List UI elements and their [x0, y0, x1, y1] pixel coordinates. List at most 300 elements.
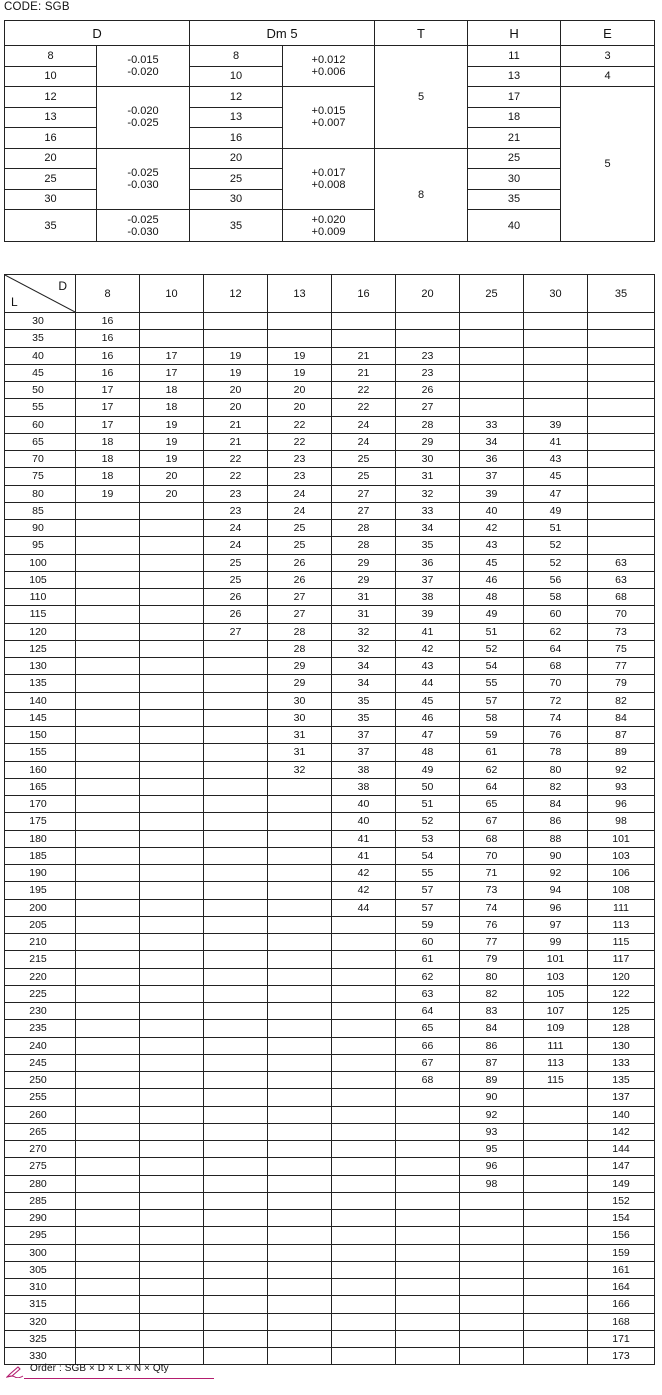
row-length-label: 170: [5, 796, 76, 813]
table-cell: [268, 1244, 332, 1261]
table-cell: 32: [332, 623, 396, 640]
table-cell: [396, 1192, 460, 1209]
table-cell: [140, 1210, 204, 1227]
table-row: [5, 934, 655, 951]
row-length-label: 40: [5, 347, 76, 364]
table-cell: 82: [524, 778, 588, 795]
spec-d-tol: -0.025 -0.030: [97, 148, 190, 210]
table-cell: [268, 951, 332, 968]
table-cell: [268, 796, 332, 813]
table-cell: 87: [588, 727, 655, 744]
table-cell: [524, 1141, 588, 1158]
table-row: [5, 658, 655, 675]
table-row: [5, 1037, 655, 1054]
table-cell: [588, 485, 655, 502]
table-cell: 42: [332, 882, 396, 899]
spec-header-t: T: [375, 21, 468, 46]
table-cell: [140, 709, 204, 726]
table-cell: [204, 330, 268, 347]
table-cell: [460, 1313, 524, 1330]
table-cell: [332, 1089, 396, 1106]
table-row: [5, 1261, 655, 1278]
table-cell: [76, 589, 140, 606]
table-cell: 84: [524, 796, 588, 813]
table-cell: 29: [332, 554, 396, 571]
table-cell: 39: [460, 485, 524, 502]
table-cell: 77: [588, 658, 655, 675]
column-header-d: 13: [268, 275, 332, 313]
spec-h: 18: [468, 107, 561, 128]
table-cell: [204, 744, 268, 761]
table-cell: [76, 968, 140, 985]
table-cell: [140, 692, 204, 709]
table-row: [5, 347, 655, 364]
spec-dm5: 8: [190, 46, 283, 67]
table-cell: [396, 1141, 460, 1158]
table-cell: [332, 1244, 396, 1261]
table-cell: 50: [396, 778, 460, 795]
spec-dm5: 30: [190, 189, 283, 210]
table-cell: [140, 916, 204, 933]
order-note: [6, 1362, 216, 1382]
table-cell: 55: [396, 865, 460, 882]
table-row: [5, 709, 655, 726]
table-cell: [204, 847, 268, 864]
row-length-label: 185: [5, 847, 76, 864]
table-cell: [76, 554, 140, 571]
row-length-label: 125: [5, 640, 76, 657]
table-cell: 40: [332, 813, 396, 830]
row-length-label: 225: [5, 985, 76, 1002]
table-cell: 36: [460, 451, 524, 468]
row-length-label: 195: [5, 882, 76, 899]
table-cell: [76, 537, 140, 554]
table-cell: [204, 1003, 268, 1020]
table-cell: 55: [460, 675, 524, 692]
row-length-label: 315: [5, 1296, 76, 1313]
table-row: [5, 813, 655, 830]
table-cell: 68: [460, 830, 524, 847]
table-cell: 44: [396, 675, 460, 692]
table-cell: 41: [332, 847, 396, 864]
table-cell: [76, 1089, 140, 1106]
table-cell: [460, 382, 524, 399]
table-cell: 42: [460, 520, 524, 537]
table-row: [5, 468, 655, 485]
table-cell: [460, 330, 524, 347]
table-row: [5, 520, 655, 537]
table-cell: [268, 865, 332, 882]
table-cell: [588, 451, 655, 468]
table-cell: [460, 364, 524, 381]
table-cell: 68: [524, 658, 588, 675]
table-cell: 60: [396, 934, 460, 951]
table-row: [5, 1192, 655, 1209]
table-cell: [140, 1279, 204, 1296]
table-cell: [396, 330, 460, 347]
spec-dm5: 16: [190, 128, 283, 149]
table-cell: [524, 1123, 588, 1140]
table-cell: 87: [460, 1054, 524, 1071]
table-cell: [396, 1089, 460, 1106]
spec-dm5: 10: [190, 66, 283, 87]
spec-e: 3: [561, 46, 655, 67]
spec-h: 35: [468, 189, 561, 210]
table-cell: 16: [76, 330, 140, 347]
table-cell: [76, 640, 140, 657]
table-cell: 103: [588, 847, 655, 864]
row-length-label: 115: [5, 606, 76, 623]
table-cell: [140, 1106, 204, 1123]
row-length-label: 120: [5, 623, 76, 640]
row-length-label: 250: [5, 1072, 76, 1089]
table-cell: 74: [524, 709, 588, 726]
table-cell: [332, 1313, 396, 1330]
table-cell: 26: [204, 606, 268, 623]
table-cell: 156: [588, 1227, 655, 1244]
table-cell: 19: [204, 364, 268, 381]
table-cell: 29: [268, 675, 332, 692]
table-cell: [140, 1261, 204, 1278]
table-cell: 31: [268, 744, 332, 761]
table-cell: [76, 502, 140, 519]
table-cell: [524, 1296, 588, 1313]
table-row: [5, 916, 655, 933]
table-cell: [524, 1192, 588, 1209]
table-cell: [332, 1158, 396, 1175]
table-cell: 42: [396, 640, 460, 657]
table-cell: 70: [460, 847, 524, 864]
table-row: [5, 433, 655, 450]
table-cell: [268, 1261, 332, 1278]
table-cell: [204, 1072, 268, 1089]
table-cell: 57: [460, 692, 524, 709]
spec-dm5: 13: [190, 107, 283, 128]
table-cell: 64: [524, 640, 588, 657]
table-cell: [140, 830, 204, 847]
table-cell: 17: [140, 364, 204, 381]
table-cell: [332, 951, 396, 968]
table-cell: 135: [588, 1072, 655, 1089]
table-cell: [76, 571, 140, 588]
table-cell: 28: [396, 416, 460, 433]
row-length-label: 260: [5, 1106, 76, 1123]
table-cell: [140, 1072, 204, 1089]
row-length-label: 325: [5, 1330, 76, 1347]
table-cell: 34: [460, 433, 524, 450]
table-cell: 63: [588, 554, 655, 571]
column-header-d: 16: [332, 275, 396, 313]
table-cell: [76, 882, 140, 899]
table-cell: 82: [588, 692, 655, 709]
table-cell: 45: [524, 468, 588, 485]
table-cell: 19: [140, 433, 204, 450]
table-cell: [332, 313, 396, 330]
row-length-label: 180: [5, 830, 76, 847]
table-row: [5, 1089, 655, 1106]
table-row: [5, 744, 655, 761]
row-length-label: 65: [5, 433, 76, 450]
table-cell: 72: [524, 692, 588, 709]
table-cell: [396, 1296, 460, 1313]
table-cell: [76, 658, 140, 675]
table-row: [5, 1227, 655, 1244]
table-cell: [204, 1054, 268, 1071]
table-cell: 19: [204, 347, 268, 364]
table-cell: [76, 1192, 140, 1209]
corner-l-label: L: [11, 295, 18, 309]
table-row: [5, 1054, 655, 1071]
table-cell: 96: [524, 899, 588, 916]
table-cell: [524, 364, 588, 381]
spec-dm5-tol: +0.020 +0.009: [283, 210, 375, 242]
table-cell: 24: [204, 537, 268, 554]
table-cell: 37: [396, 571, 460, 588]
table-cell: [76, 692, 140, 709]
table-cell: 88: [524, 830, 588, 847]
row-length-label: 150: [5, 727, 76, 744]
table-cell: 64: [396, 1003, 460, 1020]
table-cell: [140, 934, 204, 951]
table-cell: [588, 520, 655, 537]
table-cell: 147: [588, 1158, 655, 1175]
table-cell: [396, 1348, 460, 1365]
table-cell: 44: [332, 899, 396, 916]
table-cell: [588, 433, 655, 450]
row-length-label: 110: [5, 589, 76, 606]
table-row: [5, 1279, 655, 1296]
table-cell: 17: [76, 416, 140, 433]
row-length-label: 130: [5, 658, 76, 675]
table-cell: [140, 589, 204, 606]
table-cell: 37: [332, 727, 396, 744]
table-cell: [76, 1003, 140, 1020]
table-cell: [204, 1089, 268, 1106]
table-row: [5, 571, 655, 588]
column-header-d: 35: [588, 275, 655, 313]
length-table: [4, 274, 655, 1365]
row-length-label: 45: [5, 364, 76, 381]
table-cell: [204, 1037, 268, 1054]
table-cell: 23: [396, 364, 460, 381]
table-cell: [140, 1054, 204, 1071]
table-cell: [140, 675, 204, 692]
table-cell: 31: [396, 468, 460, 485]
table-cell: [76, 744, 140, 761]
table-cell: [332, 1072, 396, 1089]
table-cell: 39: [524, 416, 588, 433]
table-cell: 159: [588, 1244, 655, 1261]
table-cell: 30: [396, 451, 460, 468]
spec-header-h: H: [468, 21, 561, 46]
table-cell: [76, 1313, 140, 1330]
table-cell: 17: [140, 347, 204, 364]
spec-h: 11: [468, 46, 561, 67]
spec-e: 4: [561, 66, 655, 87]
table-cell: [76, 1210, 140, 1227]
table-cell: [524, 1330, 588, 1347]
table-cell: 38: [396, 589, 460, 606]
table-cell: [460, 1227, 524, 1244]
table-cell: [140, 968, 204, 985]
spec-h: 30: [468, 169, 561, 190]
table-cell: 41: [396, 623, 460, 640]
table-cell: 92: [524, 865, 588, 882]
table-cell: [396, 1244, 460, 1261]
table-cell: [524, 1261, 588, 1278]
table-cell: [76, 1106, 140, 1123]
table-cell: 54: [396, 847, 460, 864]
table-cell: [76, 830, 140, 847]
row-length-label: 270: [5, 1141, 76, 1158]
table-cell: [204, 1227, 268, 1244]
table-row: [5, 968, 655, 985]
table-cell: [396, 1175, 460, 1192]
table-row: [5, 623, 655, 640]
table-row: [5, 1020, 655, 1037]
table-row: [5, 882, 655, 899]
table-cell: 49: [396, 761, 460, 778]
table-cell: 23: [268, 468, 332, 485]
table-cell: [396, 1330, 460, 1347]
table-cell: 65: [396, 1020, 460, 1037]
table-cell: [76, 778, 140, 795]
table-cell: 58: [460, 709, 524, 726]
table-cell: [76, 951, 140, 968]
table-cell: [140, 813, 204, 830]
table-cell: [76, 1261, 140, 1278]
table-row: [5, 778, 655, 795]
table-cell: 37: [332, 744, 396, 761]
table-cell: 173: [588, 1348, 655, 1365]
table-row: [5, 1158, 655, 1175]
table-cell: 19: [268, 347, 332, 364]
table-cell: 25: [268, 520, 332, 537]
table-cell: 75: [588, 640, 655, 657]
table-cell: [332, 934, 396, 951]
table-cell: [332, 1261, 396, 1278]
table-cell: [268, 1192, 332, 1209]
table-row: [5, 606, 655, 623]
table-cell: [76, 761, 140, 778]
table-cell: [588, 364, 655, 381]
spec-d: 30: [5, 189, 97, 210]
table-cell: [204, 882, 268, 899]
table-cell: [268, 813, 332, 830]
table-row: [5, 364, 655, 381]
table-cell: 98: [588, 813, 655, 830]
table-cell: 51: [396, 796, 460, 813]
table-row: [5, 313, 655, 330]
table-row: [5, 1210, 655, 1227]
table-cell: [76, 1330, 140, 1347]
table-cell: 19: [268, 364, 332, 381]
table-cell: 101: [588, 830, 655, 847]
table-cell: 43: [460, 537, 524, 554]
table-cell: [268, 1123, 332, 1140]
table-cell: 52: [524, 537, 588, 554]
table-cell: 47: [396, 727, 460, 744]
table-cell: 20: [204, 382, 268, 399]
row-length-label: 220: [5, 968, 76, 985]
table-row: [5, 692, 655, 709]
table-cell: [268, 847, 332, 864]
table-cell: [204, 658, 268, 675]
table-cell: [332, 1123, 396, 1140]
table-cell: [268, 899, 332, 916]
table-cell: [332, 330, 396, 347]
table-cell: [204, 692, 268, 709]
table-cell: 57: [396, 899, 460, 916]
spec-header-d: D: [5, 21, 190, 46]
table-cell: 166: [588, 1296, 655, 1313]
table-cell: [204, 1123, 268, 1140]
column-header-d: 25: [460, 275, 524, 313]
table-cell: 26: [268, 554, 332, 571]
table-cell: 19: [76, 485, 140, 502]
table-cell: [588, 468, 655, 485]
spec-d: 25: [5, 169, 97, 190]
table-cell: [140, 985, 204, 1002]
table-cell: 71: [460, 865, 524, 882]
table-cell: [268, 1330, 332, 1347]
spec-d: 12: [5, 87, 97, 108]
table-cell: 23: [204, 485, 268, 502]
table-cell: 22: [204, 468, 268, 485]
table-cell: 36: [396, 554, 460, 571]
table-cell: 18: [140, 399, 204, 416]
table-row: [5, 985, 655, 1002]
table-cell: [140, 1158, 204, 1175]
table-cell: 66: [396, 1037, 460, 1054]
table-cell: 59: [396, 916, 460, 933]
table-cell: [524, 1313, 588, 1330]
table-cell: [76, 1158, 140, 1175]
spec-dm5: 35: [190, 210, 283, 242]
table-cell: 98: [460, 1175, 524, 1192]
table-cell: [140, 778, 204, 795]
table-cell: [140, 571, 204, 588]
table-cell: [332, 1348, 396, 1365]
table-cell: [268, 1089, 332, 1106]
table-cell: [204, 1158, 268, 1175]
table-row: [5, 1330, 655, 1347]
table-cell: [268, 1348, 332, 1365]
table-cell: 152: [588, 1192, 655, 1209]
spec-header-dm5: Dm 5: [190, 21, 375, 46]
table-cell: 49: [460, 606, 524, 623]
table-cell: 19: [140, 451, 204, 468]
table-cell: 86: [524, 813, 588, 830]
order-underline: [24, 1378, 214, 1379]
table-cell: [140, 727, 204, 744]
table-cell: [140, 1296, 204, 1313]
table-cell: 41: [332, 830, 396, 847]
table-cell: [140, 951, 204, 968]
table-cell: [460, 1261, 524, 1278]
table-cell: 48: [460, 589, 524, 606]
table-cell: [268, 830, 332, 847]
table-row: [5, 727, 655, 744]
table-cell: 93: [588, 778, 655, 795]
table-cell: [204, 640, 268, 657]
table-cell: 20: [204, 399, 268, 416]
table-cell: [204, 1192, 268, 1209]
table-cell: [268, 1020, 332, 1037]
table-cell: 31: [268, 727, 332, 744]
table-cell: 42: [332, 865, 396, 882]
table-row: [5, 1244, 655, 1261]
